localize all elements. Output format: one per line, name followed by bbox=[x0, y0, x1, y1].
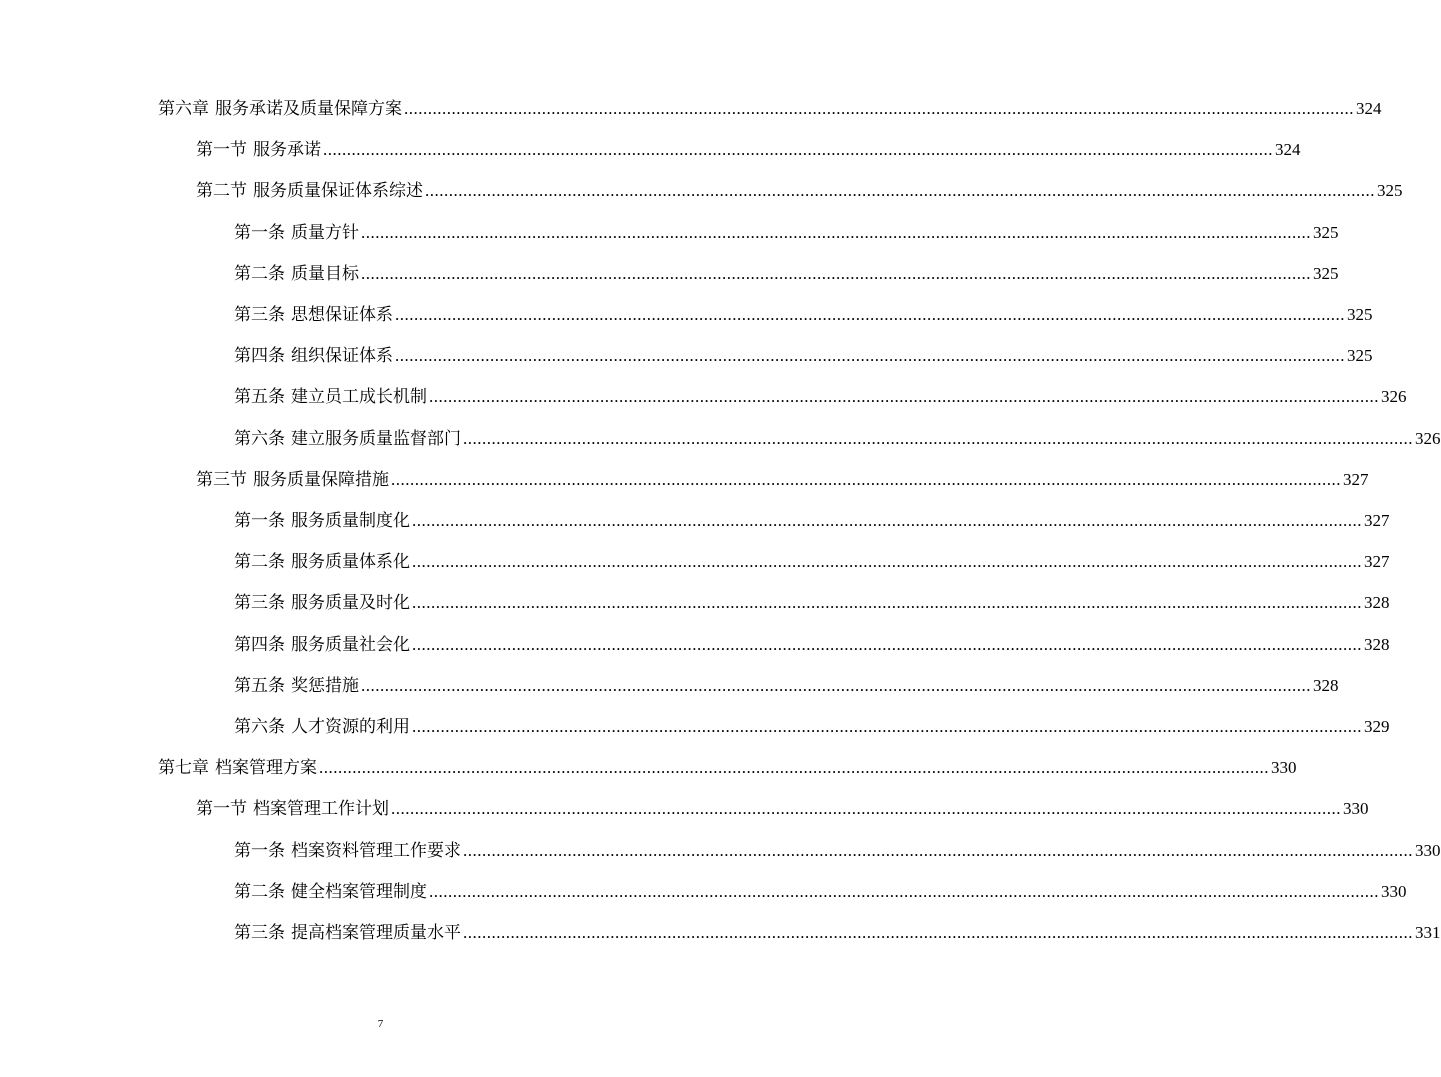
toc-entry[interactable] bbox=[196, 179, 1403, 203]
toc-dot-leader: ........................................................................................................................................................................................................ bbox=[412, 717, 1362, 736]
toc-entry-number: 第六条 bbox=[234, 717, 285, 737]
toc-entry-page: 330 bbox=[1343, 799, 1369, 818]
toc-entry-title: 服务质量保障措施 bbox=[253, 470, 389, 490]
toc-entry-label bbox=[234, 550, 410, 574]
toc-entry-title: 服务承诺 bbox=[253, 140, 321, 160]
toc-dot-leader: ........................................................................................................................................................................................................ bbox=[404, 99, 1354, 118]
toc-entry-label bbox=[234, 427, 461, 451]
toc-entry-label bbox=[234, 221, 359, 245]
toc-entry-label bbox=[234, 674, 359, 698]
toc-entry-page: 327 bbox=[1364, 511, 1390, 530]
toc-entry-number: 第三节 bbox=[196, 470, 247, 490]
toc-entry-title: 健全档案管理制度 bbox=[291, 882, 427, 902]
toc-dot-leader: ........................................................................................................................................................................................................ bbox=[391, 799, 1341, 818]
toc-entry-page: 330 bbox=[1415, 841, 1441, 860]
toc-entry[interactable] bbox=[234, 221, 1339, 245]
toc-dot-leader: ........................................................................................................................................................................................................ bbox=[395, 305, 1345, 324]
toc-entry-label bbox=[234, 385, 427, 409]
toc-entry-page: 325 bbox=[1347, 305, 1373, 324]
toc-entry-page: 324 bbox=[1275, 140, 1301, 159]
toc-entry-number: 第五条 bbox=[234, 676, 285, 696]
toc-entry[interactable] bbox=[234, 633, 1390, 657]
page-number: 7 bbox=[377, 1018, 384, 1030]
toc-entry-title: 质量目标 bbox=[291, 264, 359, 284]
toc-entry-title: 提高档案管理质量水平 bbox=[291, 923, 461, 943]
toc-entry-page: 324 bbox=[1356, 99, 1382, 118]
toc-entry-page: 325 bbox=[1377, 181, 1403, 200]
toc-entry-number: 第四条 bbox=[234, 635, 285, 655]
toc-entry-page: 330 bbox=[1381, 882, 1407, 901]
toc-entry-title: 人才资源的利用 bbox=[291, 717, 410, 737]
toc-entry-number: 第一节 bbox=[196, 799, 247, 819]
toc-entry-title: 档案资料管理工作要求 bbox=[291, 841, 461, 861]
toc-entry-label bbox=[158, 97, 402, 121]
toc-entry-title: 组织保证体系 bbox=[291, 346, 393, 366]
toc-entry-page: 331 bbox=[1415, 923, 1441, 942]
toc-entry[interactable] bbox=[158, 756, 1297, 780]
toc-entry-number: 第一条 bbox=[234, 223, 285, 243]
toc-entry-number: 第一条 bbox=[234, 511, 285, 531]
toc-dot-leader: ........................................................................................................................................................................................................ bbox=[463, 923, 1413, 942]
toc-dot-leader: ........................................................................................................................................................................................................ bbox=[412, 511, 1362, 530]
toc-entry-label bbox=[234, 880, 427, 904]
toc-entry-number: 第六条 bbox=[234, 429, 285, 449]
toc-dot-leader: ........................................................................................................................................................................................................ bbox=[429, 387, 1379, 406]
toc-dot-leader: ........................................................................................................................................................................................................ bbox=[412, 552, 1362, 571]
toc-entry-label bbox=[234, 344, 393, 368]
toc-entry-label bbox=[234, 839, 461, 863]
toc-entry-page: 328 bbox=[1364, 593, 1390, 612]
toc-entry[interactable] bbox=[234, 427, 1441, 451]
toc-entry-label bbox=[196, 179, 423, 203]
toc-entry-label bbox=[234, 633, 410, 657]
toc-entry-number: 第七章 bbox=[158, 758, 209, 778]
toc-entry-number: 第六章 bbox=[158, 99, 209, 119]
toc-entry-title: 服务承诺及质量保障方案 bbox=[215, 99, 402, 119]
toc-entry-page: 325 bbox=[1347, 346, 1373, 365]
toc-entry-title: 服务质量体系化 bbox=[291, 552, 410, 572]
toc-dot-leader: ........................................................................................................................................................................................................ bbox=[361, 676, 1311, 695]
toc-entry-number: 第三条 bbox=[234, 923, 285, 943]
toc-entry-label bbox=[196, 797, 389, 821]
toc-dot-leader: ........................................................................................................................................................................................................ bbox=[429, 882, 1379, 901]
toc-dot-leader: ........................................................................................................................................................................................................ bbox=[463, 841, 1413, 860]
toc-entry-title: 建立员工成长机制 bbox=[291, 387, 427, 407]
toc-entry-page: 325 bbox=[1313, 264, 1339, 283]
toc-entry-number: 第五条 bbox=[234, 387, 285, 407]
toc-entry-number: 第一节 bbox=[196, 140, 247, 160]
toc-entry-label bbox=[234, 715, 410, 739]
toc-dot-leader: ........................................................................................................................................................................................................ bbox=[412, 635, 1362, 654]
toc-entry-title: 服务质量保证体系综述 bbox=[253, 181, 423, 201]
toc-entry[interactable] bbox=[234, 591, 1390, 615]
toc-entry[interactable] bbox=[196, 468, 1369, 492]
toc-entry-label bbox=[158, 756, 317, 780]
toc-entry-page: 327 bbox=[1364, 552, 1390, 571]
toc-entry-number: 第一条 bbox=[234, 841, 285, 861]
toc-dot-leader: ........................................................................................................................................................................................................ bbox=[395, 346, 1345, 365]
toc-entry[interactable] bbox=[234, 550, 1390, 574]
toc-dot-leader: ........................................................................................................................................................................................................ bbox=[412, 593, 1362, 612]
toc-entry[interactable] bbox=[158, 97, 1382, 121]
toc-entry[interactable] bbox=[196, 797, 1369, 821]
toc-entry-label bbox=[234, 303, 393, 327]
toc-entry-page: 325 bbox=[1313, 223, 1339, 242]
toc-entry-title: 质量方针 bbox=[291, 223, 359, 243]
toc-entry-title: 服务质量社会化 bbox=[291, 635, 410, 655]
toc-entry-page: 326 bbox=[1381, 387, 1407, 406]
toc-entry-number: 第二节 bbox=[196, 181, 247, 201]
toc-entry[interactable] bbox=[234, 674, 1339, 698]
toc-entry-number: 第二条 bbox=[234, 264, 285, 284]
toc-entry-label bbox=[196, 138, 321, 162]
toc-entry-page: 330 bbox=[1271, 758, 1297, 777]
toc-entry[interactable] bbox=[234, 344, 1373, 368]
toc-entry[interactable] bbox=[234, 880, 1407, 904]
toc-entry-title: 档案管理工作计划 bbox=[253, 799, 389, 819]
toc-entry-label bbox=[234, 591, 410, 615]
toc-entry[interactable] bbox=[234, 262, 1339, 286]
toc-entry-label bbox=[234, 509, 410, 533]
toc-entry-title: 档案管理方案 bbox=[215, 758, 317, 778]
toc-entry-number: 第二条 bbox=[234, 882, 285, 902]
toc-dot-leader: ........................................................................................................................................................................................................ bbox=[323, 140, 1273, 159]
toc-dot-leader: ........................................................................................................................................................................................................ bbox=[361, 264, 1311, 283]
toc-entry-page: 329 bbox=[1364, 717, 1390, 736]
toc-entry-title: 思想保证体系 bbox=[291, 305, 393, 325]
toc-dot-leader: ........................................................................................................................................................................................................ bbox=[361, 223, 1311, 242]
toc-entry-page: 326 bbox=[1415, 429, 1441, 448]
toc-entry-label bbox=[234, 921, 461, 945]
toc-entry-number: 第三条 bbox=[234, 305, 285, 325]
toc-entry-number: 第四条 bbox=[234, 346, 285, 366]
toc-entry[interactable] bbox=[234, 715, 1390, 739]
toc-entry[interactable] bbox=[234, 839, 1441, 863]
toc-entry-title: 奖惩措施 bbox=[291, 676, 359, 696]
toc-entry-title: 建立服务质量监督部门 bbox=[291, 429, 461, 449]
toc-entry[interactable] bbox=[196, 138, 1301, 162]
toc-dot-leader: ........................................................................................................................................................................................................ bbox=[391, 470, 1341, 489]
toc-entry-page: 328 bbox=[1364, 635, 1390, 654]
toc-dot-leader: ........................................................................................................................................................................................................ bbox=[463, 429, 1413, 448]
toc-entry-page: 328 bbox=[1313, 676, 1339, 695]
toc-entry-page: 327 bbox=[1343, 470, 1369, 489]
toc-entry-title: 服务质量制度化 bbox=[291, 511, 410, 531]
toc-entry[interactable] bbox=[234, 509, 1390, 533]
toc-entry-number: 第三条 bbox=[234, 593, 285, 613]
toc-entry-title: 服务质量及时化 bbox=[291, 593, 410, 613]
toc-entry[interactable] bbox=[234, 303, 1373, 327]
toc-dot-leader: ........................................................................................................................................................................................................ bbox=[425, 181, 1375, 200]
toc-entry[interactable] bbox=[234, 921, 1441, 945]
toc-entry-label bbox=[234, 262, 359, 286]
toc-dot-leader: ........................................................................................................................................................................................................ bbox=[319, 758, 1269, 777]
toc-entry-number: 第二条 bbox=[234, 552, 285, 572]
toc-entry-label bbox=[196, 468, 389, 492]
toc-entry[interactable] bbox=[234, 385, 1407, 409]
